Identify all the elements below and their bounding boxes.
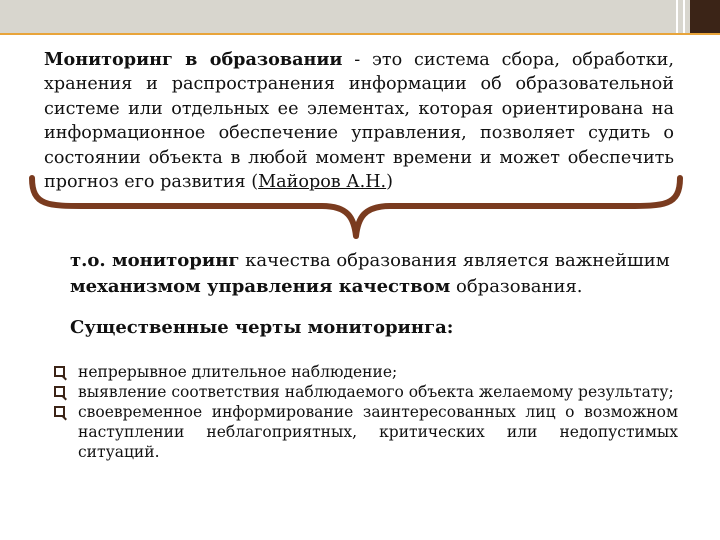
definition-term: Мониторинг в образовании (44, 49, 343, 70)
top-decor-bar (0, 0, 720, 34)
top-bar-dark-segment (690, 0, 720, 33)
top-bar-stripe (683, 0, 685, 33)
top-bar-accent-line (0, 33, 720, 35)
definition-closing: ) (386, 172, 394, 193)
definition-body: - это система сбора, обработки, хранения и распространения информации об образовательной системе или отдельных ее элементах, которая ориентирована на информационное обеспечение управления, позволяет судить о состоянии объекта в любой момент времени и может обеспечить прогноз его развития ( (44, 50, 674, 193)
list-item (52, 402, 678, 462)
top-bar-stripe (676, 0, 678, 33)
list-item-text: непрерывное длительное наблюдение; (78, 363, 398, 381)
list-item-text: выявление соответствия наблюдаемого объекта желаемому результату; (78, 383, 674, 401)
curly-brace-icon (26, 170, 686, 240)
conclusion-bold-2: механизмом управления качеством (70, 276, 451, 297)
conclusion-text-2: образования. (450, 276, 583, 297)
list-item-text: своевременное информирование заинтересованных лиц о возможном наступлении неблагоприятных, критических или недопустимых ситуаций. (78, 403, 678, 461)
square-bullet-icon (54, 406, 65, 417)
features-heading: Существенные черты мониторинга: (70, 317, 454, 338)
features-list (52, 362, 678, 462)
definition-author: Майоров А.Н. (258, 172, 387, 193)
square-bullet-icon (54, 386, 65, 397)
conclusion-text-1: качества образования является важнейшим (239, 250, 670, 271)
conclusion-bold-1: т.о. мониторинг (70, 250, 240, 271)
conclusion-paragraph (70, 248, 690, 300)
square-bullet-icon (54, 366, 65, 377)
list-item (52, 382, 678, 402)
list-item (52, 362, 678, 382)
top-bar-light-segment (0, 0, 690, 33)
